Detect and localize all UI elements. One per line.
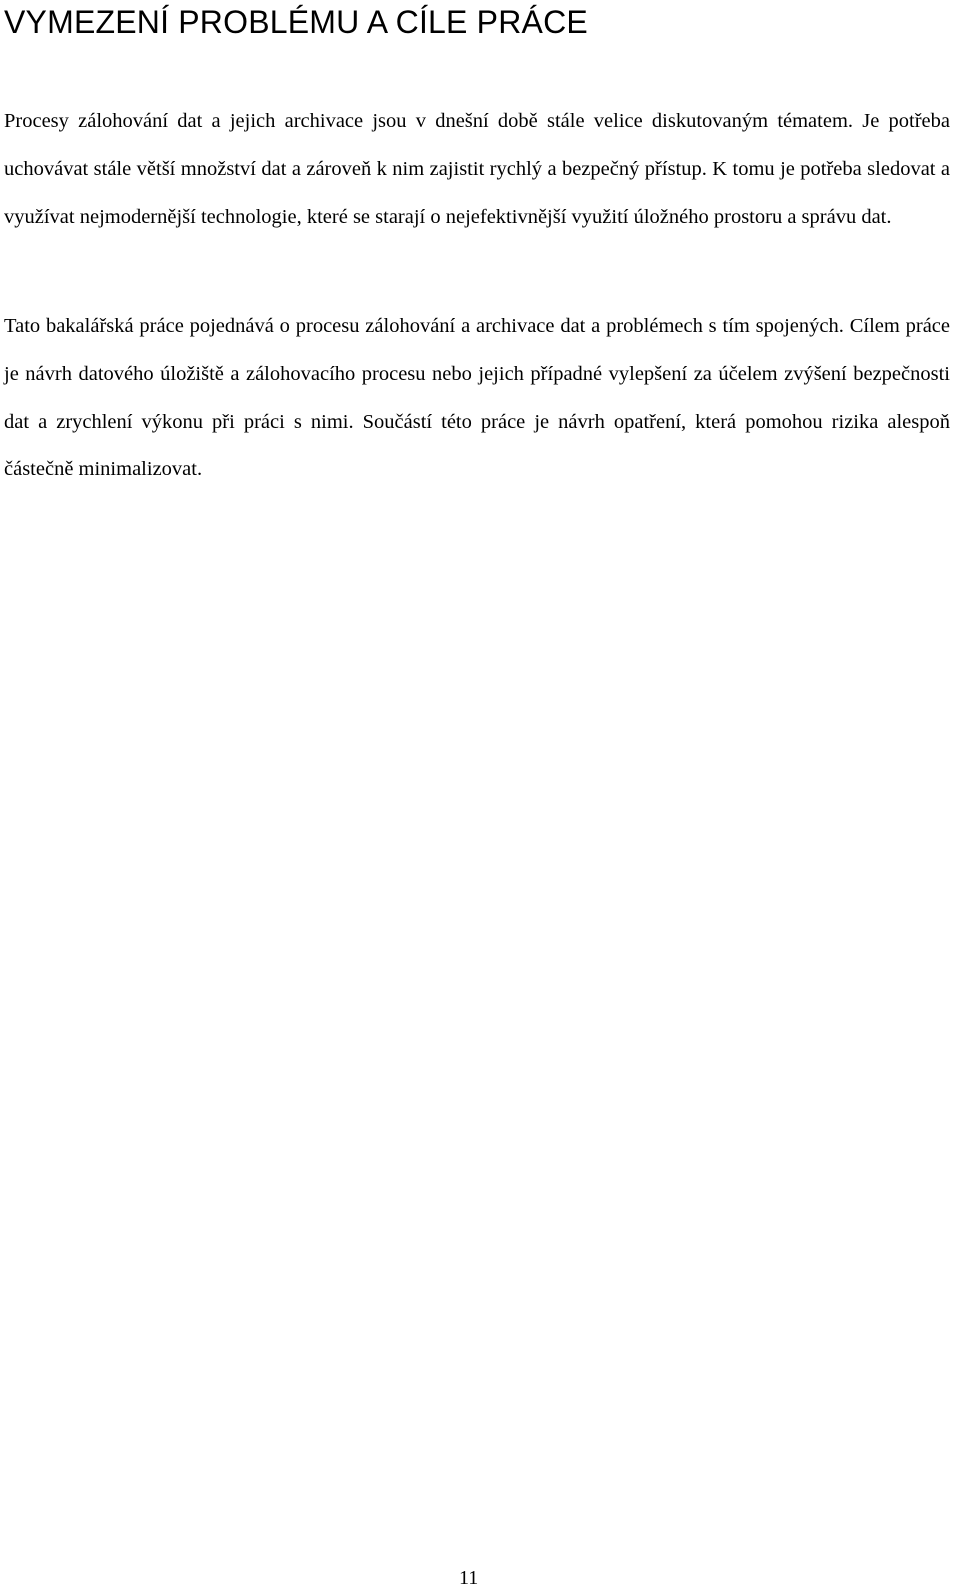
paragraph-goals: Tato bakalářská práce pojednává o procesu zálohování a archivace dat a problémech s tím spojených. Cílem práce je návrh datového úložiště a zálohovacího procesu nebo jejich případné vylepšení za účelem zvýšení bezpečnosti dat a zrychlení výkonu při práci s nimi. Součástí této práce je návrh opatření, která pomohou rizika alespoň částečně minimalizovat. (4, 315, 950, 481)
page-number: 11 (459, 1567, 479, 1589)
section-heading: VYMEZENÍ PROBLÉMU A CÍLE PRÁCE (4, 4, 588, 40)
paragraph-intro: Procesy zálohování dat a jejich archivace jsou v dnešní době stále velice diskutovaným tématem. Je potřeba uchovávat stále větší množství dat a zároveň k nim zajistit rychlý a bezpečný přístup. K tomu je potřeba sledovat a využívat nejmodernější technologie, které se starají o nejefektivnější využití úložného prostoru a správu dat. (4, 110, 950, 228)
